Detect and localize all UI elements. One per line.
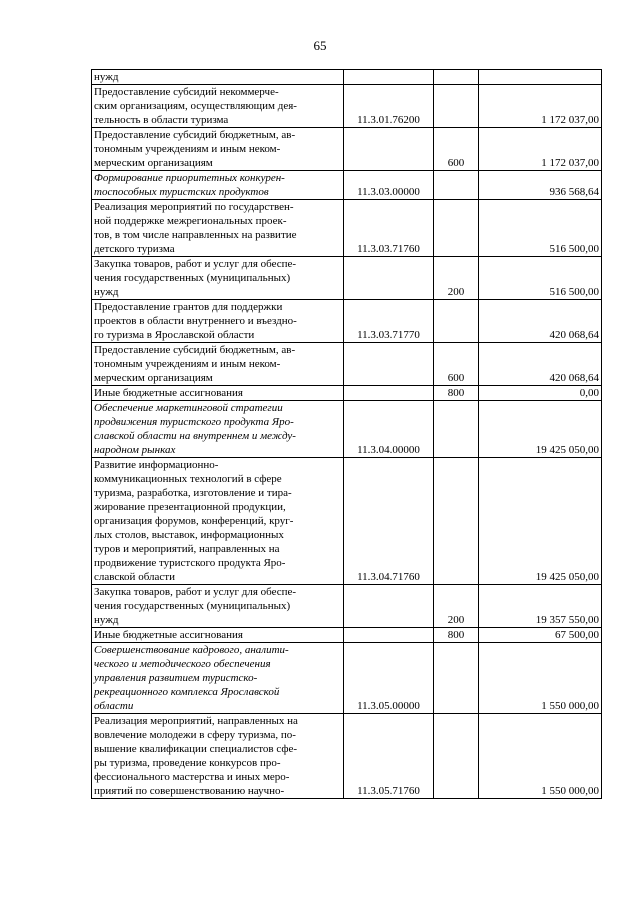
table-row	[92, 386, 602, 401]
row-code-cell: 11.3.03.00000	[344, 171, 434, 200]
row-name-line: Иные бюджетные ассигнования	[94, 629, 243, 641]
table-row	[92, 643, 602, 714]
table-row	[92, 401, 602, 458]
row-code-cell	[344, 70, 434, 85]
row-name-line: фессионального мастерства и иных меро-	[94, 771, 290, 783]
table-row	[92, 200, 602, 257]
row-expense-type-cell	[434, 401, 479, 458]
row-name-line: нужд	[94, 286, 119, 298]
row-name-line: славской области	[94, 571, 175, 583]
row-name-cell	[92, 257, 344, 300]
row-name-line: Предоставление субсидий бюджетным, ав-	[94, 129, 296, 141]
row-name-line: Предоставление субсидий некоммерче-	[94, 86, 279, 98]
table-row	[92, 70, 602, 85]
row-name-line: Предоставление субсидий бюджетным, ав-	[94, 344, 296, 356]
row-code-cell	[344, 628, 434, 643]
table-row	[92, 257, 602, 300]
row-name-line: проектов в области внутреннего и въездно-	[94, 315, 297, 327]
budget-table-body	[92, 70, 602, 799]
row-code-cell	[344, 386, 434, 401]
row-expense-type-cell	[434, 171, 479, 200]
row-name-line: Развитие информационно-	[94, 459, 219, 471]
row-expense-type-cell: 800	[434, 386, 479, 401]
row-name-line: нужд	[94, 614, 119, 626]
row-amount-cell: 1 550 000,00	[479, 643, 602, 714]
row-name-line: Формирование приоритетных конкурен-	[94, 172, 285, 184]
row-expense-type-cell	[434, 458, 479, 585]
row-name-line: тов, в том числе направленных на развитие	[94, 229, 297, 241]
row-name-line: чения государственных (муниципальных)	[94, 272, 291, 284]
row-code-cell: 11.3.03.71770	[344, 300, 434, 343]
row-name-line: мерческим организациям	[94, 157, 213, 169]
row-name-line: тоспособных туристских продуктов	[94, 186, 269, 198]
row-name-cell	[92, 585, 344, 628]
row-amount-cell: 19 425 050,00	[479, 401, 602, 458]
row-name-line: славской области на внутреннем и между-	[94, 430, 296, 442]
row-expense-type-cell: 200	[434, 585, 479, 628]
row-name-line: рекреационного комплекса Ярославской	[94, 686, 280, 698]
row-name-line: чения государственных (муниципальных)	[94, 600, 291, 612]
row-name-cell	[92, 714, 344, 799]
row-code-cell	[344, 257, 434, 300]
row-code-cell	[344, 128, 434, 171]
row-expense-type-cell	[434, 714, 479, 799]
row-code-cell: 11.3.04.00000	[344, 401, 434, 458]
row-code-cell	[344, 585, 434, 628]
row-name-line: го туризма в Ярославской области	[94, 329, 255, 341]
table-row	[92, 585, 602, 628]
table-row	[92, 128, 602, 171]
row-expense-type-cell	[434, 200, 479, 257]
row-expense-type-cell	[434, 643, 479, 714]
row-name-line: жирование презентационной продукции,	[94, 501, 286, 513]
row-amount-cell: 1 172 037,00	[479, 85, 602, 128]
row-name-line: мерческим организациям	[94, 372, 213, 384]
row-code-cell	[344, 343, 434, 386]
row-name-cell	[92, 401, 344, 458]
row-code-cell: 11.3.05.00000	[344, 643, 434, 714]
table-row	[92, 714, 602, 799]
row-amount-cell: 516 500,00	[479, 257, 602, 300]
row-amount-cell: 19 357 550,00	[479, 585, 602, 628]
row-name-cell	[92, 643, 344, 714]
table-row	[92, 628, 602, 643]
row-name-line: вовлечение молодежи в сферу туризма, по-	[94, 729, 296, 741]
row-code-cell: 11.3.05.71760	[344, 714, 434, 799]
row-name-line: лых столов, выставок, информационных	[94, 529, 284, 541]
row-name-line: Совершенствование кадрового, аналити-	[94, 644, 289, 656]
row-name-cell	[92, 85, 344, 128]
row-amount-cell: 67 500,00	[479, 628, 602, 643]
row-name-line: ной поддержке межрегиональных проек-	[94, 215, 287, 227]
row-name-line: управления развитием туристско-	[94, 672, 258, 684]
table-row	[92, 300, 602, 343]
row-name-line: тономным учреждениям и иным неком-	[94, 143, 281, 155]
row-name-cell	[92, 343, 344, 386]
row-expense-type-cell: 600	[434, 128, 479, 171]
row-name-line: народном рынках	[94, 444, 176, 456]
row-name-line: Реализация мероприятий, направленных на	[94, 715, 298, 727]
row-amount-cell: 516 500,00	[479, 200, 602, 257]
row-amount-cell: 1 172 037,00	[479, 128, 602, 171]
row-expense-type-cell	[434, 70, 479, 85]
row-name-line: тономным учреждениям и иным неком-	[94, 358, 281, 370]
row-amount-cell: 936 568,64	[479, 171, 602, 200]
row-name-line: Реализация мероприятий по государствен-	[94, 201, 294, 213]
row-name-line: коммуникационных технологий в сфере	[94, 473, 282, 485]
row-name-cell	[92, 628, 344, 643]
row-name-line: ры туризма, проведение конкурсов про-	[94, 757, 281, 769]
row-amount-cell: 420 068,64	[479, 300, 602, 343]
row-name-line: Закупка товаров, работ и услуг для обеспе-	[94, 258, 297, 270]
row-name-line: тельность в области туризма	[94, 114, 229, 126]
row-code-cell: 11.3.04.71760	[344, 458, 434, 585]
row-amount-cell: 420 068,64	[479, 343, 602, 386]
row-name-line: нужд	[94, 71, 119, 83]
row-expense-type-cell: 800	[434, 628, 479, 643]
page-number: 65	[313, 38, 327, 53]
row-name-line: вышение квалификации специалистов сфе-	[94, 743, 298, 755]
row-name-line: туризма, разработка, изготовление и тира-	[94, 487, 292, 499]
table-row	[92, 85, 602, 128]
row-amount-cell: 19 425 050,00	[479, 458, 602, 585]
row-code-cell: 11.3.03.71760	[344, 200, 434, 257]
row-name-line: организация форумов, конференций, круг-	[94, 515, 294, 527]
row-amount-cell: 0,00	[479, 386, 602, 401]
row-name-line: ским организациям, осуществляющим дея-	[94, 100, 297, 112]
row-name-line: Иные бюджетные ассигнования	[94, 387, 243, 399]
row-code-cell: 11.3.01.76200	[344, 85, 434, 128]
row-name-cell	[92, 458, 344, 585]
row-expense-type-cell	[434, 300, 479, 343]
row-amount-cell	[479, 70, 602, 85]
row-name-line: детского туризма	[94, 243, 175, 255]
row-name-line: Закупка товаров, работ и услуг для обеспе-	[94, 586, 297, 598]
row-name-line: Предоставление грантов для поддержки	[94, 301, 283, 313]
row-name-cell	[92, 171, 344, 200]
row-expense-type-cell	[434, 85, 479, 128]
row-name-line: приятий по совершенствованию научно-	[94, 785, 285, 797]
row-name-line: продвижения туристского продукта Яро-	[94, 416, 294, 428]
row-expense-type-cell: 600	[434, 343, 479, 386]
row-name-cell	[92, 300, 344, 343]
budget-table	[91, 69, 602, 799]
row-name-cell	[92, 386, 344, 401]
row-expense-type-cell: 200	[434, 257, 479, 300]
table-row	[92, 171, 602, 200]
row-name-line: Обеспечение маркетинговой стратегии	[94, 402, 283, 414]
row-amount-cell: 1 550 000,00	[479, 714, 602, 799]
row-name-cell	[92, 70, 344, 85]
row-name-line: туров и мероприятий, направленных на	[94, 543, 280, 555]
row-name-line: продвижение туристского продукта Яро-	[94, 557, 286, 569]
row-name-cell	[92, 200, 344, 257]
row-name-line: области	[94, 700, 134, 712]
row-name-line: ческого и методического обеспечения	[94, 658, 271, 670]
table-row	[92, 458, 602, 585]
table-row	[92, 343, 602, 386]
row-name-cell	[92, 128, 344, 171]
